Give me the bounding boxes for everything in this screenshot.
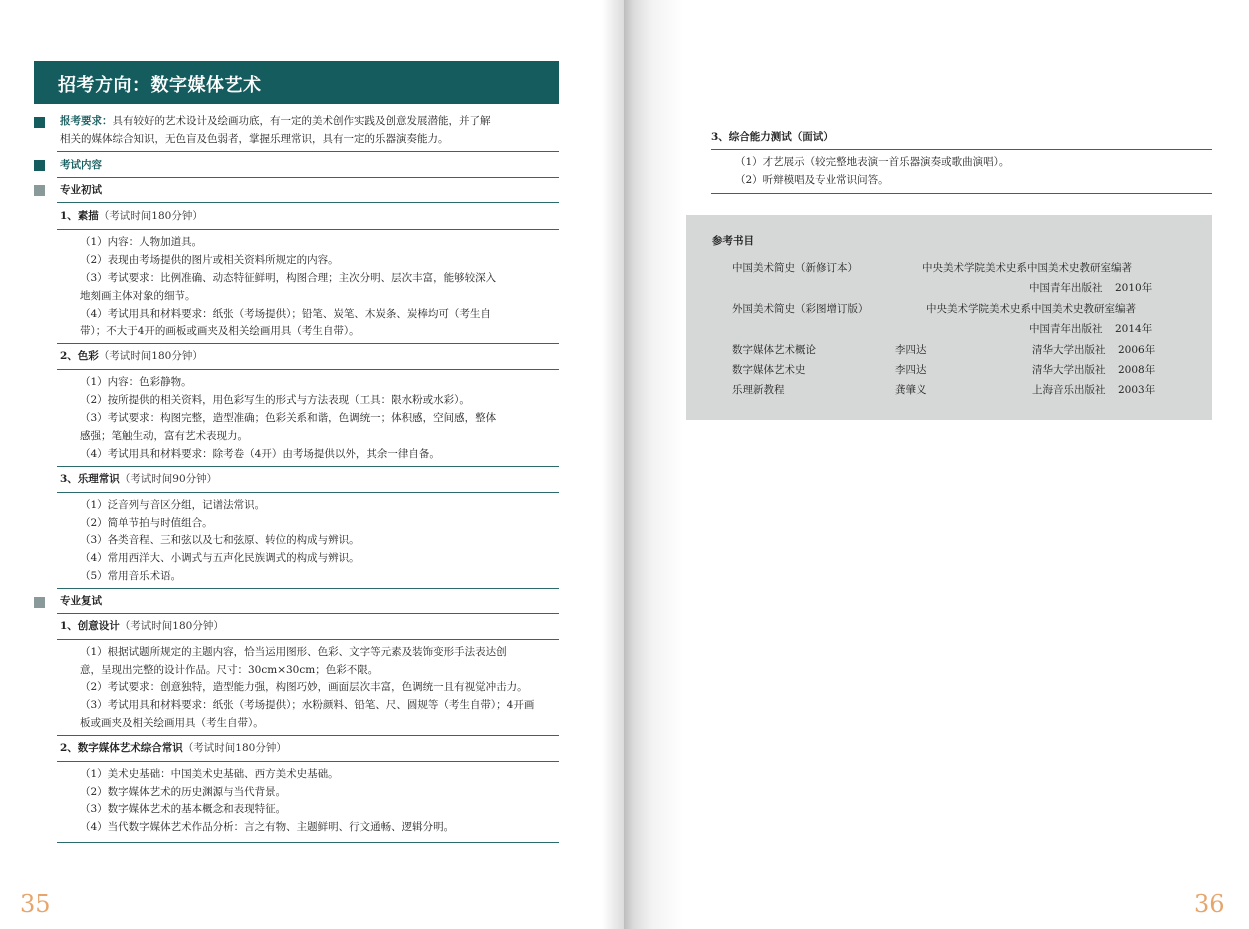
ref-publisher: 清华大学出版社 — [1032, 364, 1106, 376]
digital-media-line: （3）数字媒体艺术的基本概念和表现特征。 — [80, 803, 287, 815]
sketch-line: 地刻画主体对象的细节。 — [80, 290, 196, 302]
music-theory-title: 3、乐理常识 — [60, 473, 120, 485]
digital-media-title: 2、数字媒体艺术综合常识 — [60, 742, 183, 754]
color-line: （3）考试要求：构图完整，造型准确；色彩关系和谐，色调统一；体积感，空间感，整体 — [80, 412, 497, 424]
ref-book: 外国美术简史（彩图增订版） — [732, 303, 869, 315]
sketch-line: （1）内容：人物加道具。 — [80, 236, 203, 248]
ref-publisher: 中国青年出版社 — [1029, 282, 1103, 294]
digital-media-time: （考试时间180分钟） — [182, 742, 287, 754]
sketch-line: （4）考试用具和材料要求：纸张（考场提供）；铅笔、炭笔、木炭条、炭棒均可（考生自 — [80, 308, 491, 320]
ref-book: 数字媒体艺术史 — [732, 364, 806, 376]
ref-book: 数字媒体艺术概论 — [732, 344, 816, 356]
exam-content-heading: 考试内容 — [60, 159, 102, 171]
ref-year: 2008年 — [1118, 364, 1156, 376]
sketch-time: （考试时间180分钟） — [98, 210, 203, 222]
right-page — [624, 0, 1249, 929]
ref-author: 李四达 — [895, 344, 927, 356]
creative-design-line: （1）根据试题所规定的主题内容，恰当运用图形、色彩、文字等元素及装饰变形手法表达创 — [80, 646, 507, 658]
interview-heading — [711, 128, 834, 146]
requirement-line-1: 报考要求：具有较好的艺术设计及绘画功底，有一定的美术创作实践及创意发展潜能，并了解 — [60, 115, 491, 127]
ref-year: 2006年 — [1118, 344, 1156, 356]
ref-book: 乐理新教程 — [732, 384, 785, 396]
creative-design-time: （考试时间180分钟） — [119, 620, 224, 632]
creative-design-line: 意，呈现出完整的设计作品。尺寸：30cm×30cm；色彩不限。 — [80, 664, 379, 676]
divider — [57, 177, 559, 178]
music-theory-line: （1）泛音列与音区分组，记谱法常识。 — [80, 499, 266, 511]
ref-author: 龚肇义 — [895, 384, 927, 396]
ref-author: 中央美术学院美术史系中国美术史教研室编著 — [922, 262, 1132, 274]
page-number-left: 35 — [20, 890, 51, 918]
divider — [57, 343, 559, 344]
divider — [57, 369, 559, 370]
requirement-line-2: 相关的媒体综合知识，无色盲及色弱者，掌握乐理常识，具有一定的乐器演奏能力。 — [60, 133, 449, 145]
music-theory-line: （4）常用西洋大、小调式与五声化民族调式的构成与辨识。 — [80, 552, 360, 564]
digital-media-line: （1）美术史基础：中国美术史基础、西方美术史基础。 — [80, 768, 339, 780]
reference-books-box — [686, 215, 1212, 420]
interview-line: （1）才艺展示（较完整地表演一首乐器演奏或歌曲演唱）。 — [735, 156, 1010, 168]
creative-design-heading — [60, 617, 224, 635]
interview-line: （2）听辩模唱及专业常识问答。 — [735, 174, 889, 186]
divider — [57, 613, 559, 614]
interview-title: 3、综合能力测试 — [711, 131, 792, 143]
divider — [711, 193, 1212, 194]
color-heading — [60, 347, 203, 365]
creative-design-title: 1、创意设计 — [60, 620, 120, 632]
bullet-square-icon — [34, 597, 45, 608]
ref-year: 2003年 — [1118, 384, 1156, 396]
divider — [57, 761, 559, 762]
divider — [57, 735, 559, 736]
bullet-square-icon — [34, 117, 45, 128]
ref-author: 李四达 — [895, 364, 927, 376]
reference-books-title: 参考书目 — [712, 235, 754, 247]
ref-year: 2014年 — [1115, 323, 1153, 335]
left-page — [0, 0, 624, 929]
ref-publisher: 中国青年出版社 — [1029, 323, 1103, 335]
section-title-bar — [34, 61, 559, 104]
ref-author: 中央美术学院美术史系中国美术史教研室编著 — [926, 303, 1136, 315]
sketch-line: （3）考试要求：比例准确、动态特征鲜明，构图合理；主次分明、层次丰富，能够较深入 — [80, 272, 497, 284]
music-theory-line: （2）简单节拍与时值组合。 — [80, 517, 213, 529]
retest-heading: 专业复试 — [60, 595, 102, 607]
divider — [57, 466, 559, 467]
color-line: （4）考试用具和材料要求：除考卷（4开）由考场提供以外，其余一律自备。 — [80, 448, 440, 460]
ref-book: 中国美术简史（新修订本） — [732, 262, 858, 274]
creative-design-line: （2）考试要求：创意独特，造型能力强，构图巧妙，画面层次丰富，色调统一且有视觉冲击力。 — [80, 681, 528, 693]
digital-media-line: （2）数字媒体艺术的历史渊源与当代背景。 — [80, 786, 287, 798]
page-number-right: 36 — [1194, 890, 1225, 918]
divider — [57, 842, 559, 843]
music-theory-heading — [60, 470, 217, 488]
creative-design-line: （3）考试用具和材料要求：纸张（考场提供）；水粉颜料、铅笔、尺、圆规等（考生自带）；4开画 — [80, 699, 535, 711]
interview-sub: （面试） — [791, 131, 834, 143]
creative-design-line: 板或画夹及相关绘画用具（考生自带）。 — [80, 717, 264, 729]
divider — [57, 492, 559, 493]
color-title: 2、色彩 — [60, 350, 99, 362]
sketch-line: （2）表现由考场提供的图片或相关资料所规定的内容。 — [80, 254, 339, 266]
ref-year: 2010年 — [1115, 282, 1153, 294]
divider — [57, 229, 559, 230]
sketch-title: 1、素描 — [60, 210, 99, 222]
divider — [57, 639, 559, 640]
digital-media-line: （4）当代数字媒体艺术作品分析：言之有物、主题鲜明、行文通畅、逻辑分明。 — [80, 821, 455, 833]
divider — [57, 588, 559, 589]
digital-media-heading — [60, 739, 287, 757]
sketch-line: 带）；不大于4开的画板或画夹及相关绘画用具（考生自带）。 — [80, 325, 360, 337]
color-line: （2）按所提供的相关资料，用色彩写生的形式与方法表现（工具：限水粉或水彩）。 — [80, 394, 470, 406]
color-line: （1）内容：色彩静物。 — [80, 376, 192, 388]
music-theory-time: （考试时间90分钟） — [119, 473, 218, 485]
section-title: 招考方向：数字媒体艺术 — [58, 75, 262, 96]
bullet-square-icon — [34, 160, 45, 171]
ref-publisher: 上海音乐出版社 — [1032, 384, 1106, 396]
divider — [57, 151, 559, 152]
sketch-heading — [60, 207, 203, 225]
prelim-heading: 专业初试 — [60, 184, 102, 196]
bullet-square-icon — [34, 185, 45, 196]
divider — [57, 202, 559, 203]
ref-publisher: 清华大学出版社 — [1032, 344, 1106, 356]
color-time: （考试时间180分钟） — [98, 350, 203, 362]
music-theory-line: （3）各类音程、三和弦以及七和弦原、转位的构成与辨识。 — [80, 534, 360, 546]
music-theory-line: （5）常用音乐术语。 — [80, 570, 182, 582]
divider — [711, 149, 1212, 150]
color-line: 感强；笔触生动，富有艺术表现力。 — [80, 430, 248, 442]
